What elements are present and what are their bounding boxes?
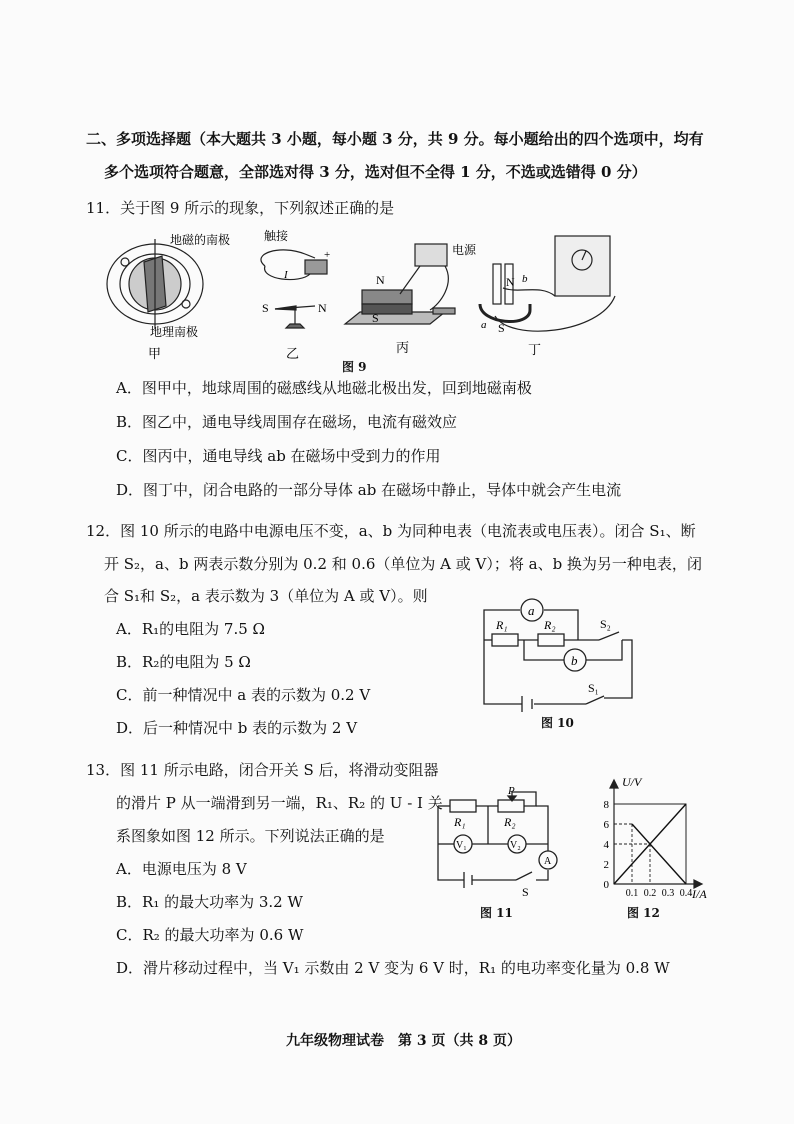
label-ding-N: N	[506, 275, 515, 289]
q13-line3: 系图象如图 12 所示。下列说法正确的是	[116, 827, 385, 845]
q13-line1: 13．图 11 所示电路，闭合开关 S 后，将滑动变阻器	[86, 761, 439, 779]
x-tick-label: 0.2	[643, 888, 657, 899]
q12-option-c: C．前一种情况中 a 表的示数为 0.2 V	[116, 686, 371, 704]
y-tick-label: 8	[603, 799, 609, 811]
y-tick-label: 4	[603, 839, 609, 851]
fig9-caption: 图 9	[342, 360, 367, 374]
label-ding: 丁	[528, 342, 542, 357]
label-r1: R₁	[454, 815, 466, 829]
q13-option-a: A．电源电压为 8 V	[116, 860, 247, 878]
y-tick-label: 2	[603, 859, 609, 871]
q13-option-d: D．滑片移动过程中，当 V₁ 示数由 2 V 变为 6 V 时，R₁ 的电功率变化量为 0.8 W	[116, 959, 670, 977]
label-v1: V₁	[456, 840, 467, 851]
q12-option-b: B．R₂的电阻为 5 Ω	[116, 653, 251, 671]
x-tick-label: 0.1	[625, 888, 639, 899]
x-tick-label: 0.3	[661, 888, 675, 899]
label-ding-b: b	[522, 273, 528, 285]
label-r2: R₂	[504, 815, 516, 829]
label-ammeter: A	[544, 856, 552, 867]
q11-option-a: A．图甲中，地球周围的磁感线从地磁北极出发，回到地磁南极	[116, 379, 532, 397]
label-bing: 丙	[396, 340, 410, 355]
fig9-jia-earth	[107, 239, 203, 329]
q11-option-c: C．图丙中，通电导线 ab 在磁场中受到力的作用	[116, 447, 441, 465]
fig11-caption: 图 11	[480, 906, 513, 920]
q13-option-b: B．R₁ 的最大功率为 3.2 W	[116, 893, 303, 911]
label-ding-S: S	[498, 321, 505, 335]
figure-10-circuit	[474, 594, 644, 712]
page-footer: 九年级物理试卷 第 3 页（共 8 页）	[286, 1033, 521, 1049]
q12-option-a: A．R₁的电阻为 7.5 Ω	[116, 620, 265, 638]
label-switch-s: S	[522, 885, 529, 899]
label-ding-a: a	[481, 319, 487, 331]
y-axis-arrow	[610, 780, 618, 788]
label-r2: R₂	[544, 618, 556, 632]
label-south-magnetic-pole: 地磁的南极	[170, 233, 231, 247]
x-tick-label: 0.4	[679, 888, 693, 899]
q11-option-b: B．图乙中，通电导线周围存在磁场，电流有磁效应	[116, 413, 458, 431]
label-jia: 甲	[148, 346, 162, 361]
q13-line2: 的滑片 P 从一端滑到另一端，R₁、R₂ 的 U - I 关	[116, 794, 443, 812]
q11-stem: 11．关于图 9 所示的现象，下列叙述正确的是	[86, 199, 395, 217]
label-plus: +	[324, 249, 331, 261]
q11-option-d: D．图丁中，闭合电路的一部分导体 ab 在磁场中静止，导体中就会产生电流	[116, 481, 622, 499]
label-current-I: I	[284, 269, 288, 281]
q12-line1: 12．图 10 所示的电路中电源电压不变，a、b 为同种电表（电流表或电压表）。闭合 S₁、断	[86, 522, 696, 540]
q12-line2: 开 S₂，a、b 两表示数分别为 0.2 和 0.6（单位为 A 或 V）；将 a、b 换为另一种电表，闭	[104, 555, 702, 573]
q12-line3: 合 S₁和 S₂，a 表示数为 3（单位为 A 或 V）。则	[104, 587, 428, 605]
section-header-line2: 多个选项符合题意，全部选对得 3 分，选对但不全得 1 分，不选或选错得 0 分）	[104, 163, 647, 181]
label-touch: 触接	[264, 229, 289, 243]
q13-option-c: C．R₂ 的最大功率为 0.6 W	[116, 926, 304, 944]
label-compass-S: S	[262, 301, 269, 315]
label-compass-N: N	[318, 301, 327, 315]
section-header-line1: 二、多项选择题（本大题共 3 小题，每小题 3 分，共 9 分。每小题给出的四个选项中，均有	[86, 130, 704, 148]
label-v2: V₂	[510, 840, 521, 851]
y-axis-label: U/V	[622, 775, 642, 789]
fig12-caption: 图 12	[627, 906, 660, 920]
y-tick-label: 6	[603, 819, 609, 831]
fig9-ding-apparatus	[480, 236, 615, 331]
fig10-caption: 图 10	[541, 716, 574, 730]
label-meter-a: a	[528, 603, 535, 618]
label-r1: R₁	[496, 618, 508, 632]
fig9-yi-apparatus	[261, 250, 327, 328]
label-bing-N: N	[376, 273, 385, 287]
y-tick-label: 0	[603, 879, 609, 891]
fig9-bing-apparatus	[345, 244, 455, 324]
label-slider-p: P	[508, 785, 515, 797]
label-s2: S₂	[600, 617, 611, 631]
figure-11-circuit	[432, 784, 562, 902]
figure-12-chart	[586, 774, 721, 902]
label-meter-b: b	[571, 653, 578, 668]
label-geo-south: 地理南极	[150, 325, 199, 339]
label-bing-S: S	[372, 311, 379, 325]
label-yi: 乙	[286, 346, 300, 361]
label-power: 电源	[452, 243, 477, 257]
x-axis-label: I/A	[692, 887, 707, 901]
figure-9	[100, 224, 640, 374]
q12-option-d: D．后一种情况中 b 表的示数为 2 V	[116, 719, 358, 737]
label-s1: S₁	[588, 681, 599, 695]
